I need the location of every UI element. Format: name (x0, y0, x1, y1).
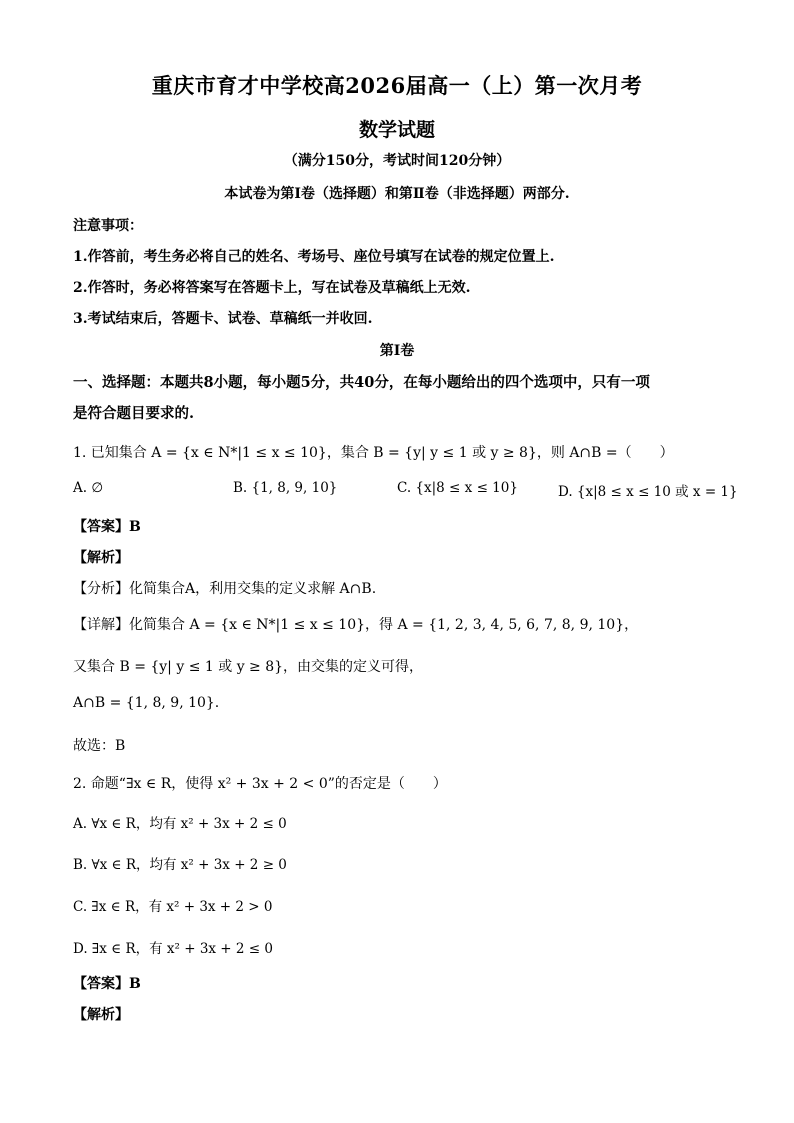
question-1-detail-3: A∩B = {1, 8, 9, 10}. (73, 695, 220, 711)
section-instruction-line2: 是符合题目要求的. (73, 405, 195, 422)
exam-title: 重庆市育才中学校高2026届高一（上）第一次月考 (151, 73, 643, 98)
question-2-answer: 【答案】B (73, 976, 141, 992)
question-2-analysis-tag: 【解析】 (73, 1007, 129, 1023)
question-1-option-a: A. ∅ (73, 480, 104, 496)
volume-heading: 第Ⅰ卷 (379, 343, 415, 359)
question-1-detail-2: 又集合 B = {y| y ≤ 1 或 y ≥ 8}，由交集的定义可得， (73, 659, 424, 675)
question-2-option-a: A. ∀x ∈ R，均有 x² + 3x + 2 ≤ 0 (73, 816, 287, 832)
question-1-answer: 【答案】B (73, 519, 141, 535)
question-2-stem: 2. 命题“∃x ∈ R，使得 x² + 3x + 2 < 0”的否定是（ ） (73, 776, 447, 792)
question-2-option-c: C. ∃x ∈ R，有 x² + 3x + 2 > 0 (73, 899, 273, 915)
question-1-detail-1: 【详解】化简集合 A = {x ∈ N*|1 ≤ x ≤ 10}，得 A = {1, 2, 3, 4, 5, 6, 7, 8, 9, 10}， (73, 617, 639, 633)
question-1-analysis-tag: 【解析】 (73, 550, 129, 566)
question-1-option-d: D. {x|8 ≤ x ≤ 10 或 x = 1} (558, 484, 738, 500)
question-1-stem: 1. 已知集合 A = {x ∈ N*|1 ≤ x ≤ 10}，集合 B = {y| y ≤ 1 或 y ≥ 8}，则 A∩B =（ ） (73, 445, 674, 461)
note-item-3: 3.考试结束后，答题卡、试卷、草稿纸一并收回. (73, 311, 373, 327)
question-1-option-c: C. {x|8 ≤ x ≤ 10} (397, 480, 518, 496)
question-1-option-b: B. {1, 8, 9, 10} (233, 480, 338, 496)
question-1-conclusion: 故选：B (73, 738, 126, 754)
question-2-option-b: B. ∀x ∈ R，均有 x² + 3x + 2 ≥ 0 (73, 857, 287, 873)
question-1-analysis: 【分析】化简集合A，利用交集的定义求解 A∩B. (73, 581, 377, 597)
note-item-2: 2.作答时，务必将答案写在答题卡上，写在试卷及草稿纸上无效. (73, 280, 471, 296)
notes-heading: 注意事项： (73, 218, 143, 234)
note-item-1: 1.作答前，考生务必将自己的姓名、考场号、座位号填写在试卷的规定位置上. (73, 249, 555, 265)
question-2-option-d: D. ∃x ∈ R，有 x² + 3x + 2 ≤ 0 (73, 941, 273, 957)
score-time-note: （满分150分，考试时间120分钟） (283, 153, 511, 169)
composition-note: 本试卷为第Ⅰ卷（选择题）和第Ⅱ卷（非选择题）两部分. (224, 186, 570, 202)
section-instruction-line1: 一、选择题：本题共8小题，每小题5分，共40分，在每小题给出的四个选项中，只有一项 (73, 374, 650, 391)
subject-title: 数学试题 (358, 119, 435, 141)
